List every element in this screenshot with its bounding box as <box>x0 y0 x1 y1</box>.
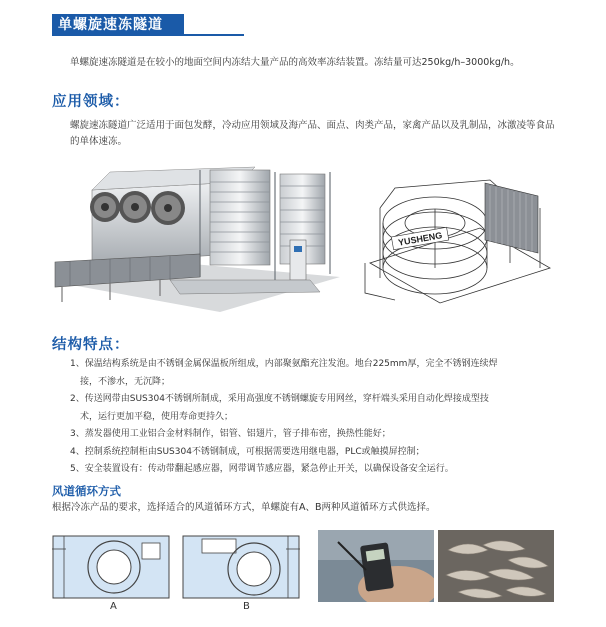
feature-item: 5、安全装置设有：传动带翻起感应器，网带调节感应器，紧急停止开关，以确保设备安全运行。 <box>70 464 454 474</box>
intro-text: 单螺旋速冻隧道是在较小的地面空间内冻结大量产品的高效率冻结装置。冻结量可达250kg/h–3000kg/h。 <box>70 57 520 68</box>
airflow-heading: 风道循环方式 <box>52 484 121 498</box>
title-underline <box>184 34 244 36</box>
features-heading: 结构特点： <box>52 337 130 353</box>
spiral-freezer-photo <box>50 162 340 320</box>
application-heading: 应用领域： <box>52 94 130 110</box>
page-title: 单螺旋速冻隧道 <box>52 14 184 36</box>
airflow-diagram-a <box>52 535 170 599</box>
feature-item: 接，不渗水，无沉降； <box>80 376 171 387</box>
application-text: 螺旋速冻隧道广泛适用于面包发酵，冷动应用领域及海产品、面点、肉类产品，家禽产品以及乳制品，冰激凌等食品的单体速冻。 <box>70 120 555 147</box>
feature-item: 术，运行更加平稳，使用寿命更持久； <box>80 411 234 422</box>
feature-item: 4、控制系统控制柜由SUS304不锈钢制成，可根据需要选用继电器，PLC或触摸屏控制； <box>70 446 425 457</box>
feature-item: 1、保温结构系统是由不锈钢金属保温板所组成，内部聚氨酯充注发泡。地台225mm厚，完全不锈钢连续焊 <box>70 359 498 369</box>
diagram-a-label: A <box>110 601 117 612</box>
feature-item: 2、传送网带由SUS304不锈钢所制成，采用高强度不锈钢螺旋专用网丝，穿杆端头采用自动化焊接成型技 <box>70 394 489 404</box>
diagram-b-label: B <box>243 601 250 612</box>
airflow-diagram-b <box>182 535 300 599</box>
airflow-text: 根据冷冻产品的要求，选择适合的风道循环方式，单螺旋有A、B两种风道循环方式供选择。 <box>52 502 436 513</box>
feature-item: 3、蒸发器使用工业铝合金材料制作，铝管、铝翅片，管子排布密，换热性能好； <box>70 429 391 439</box>
thermometer-photo <box>318 530 434 602</box>
spiral-freezer-drawing <box>360 168 556 316</box>
frozen-shrimp-photo <box>438 530 554 602</box>
brand-label: YUSHENG <box>397 230 443 248</box>
features-list <box>70 356 590 479</box>
